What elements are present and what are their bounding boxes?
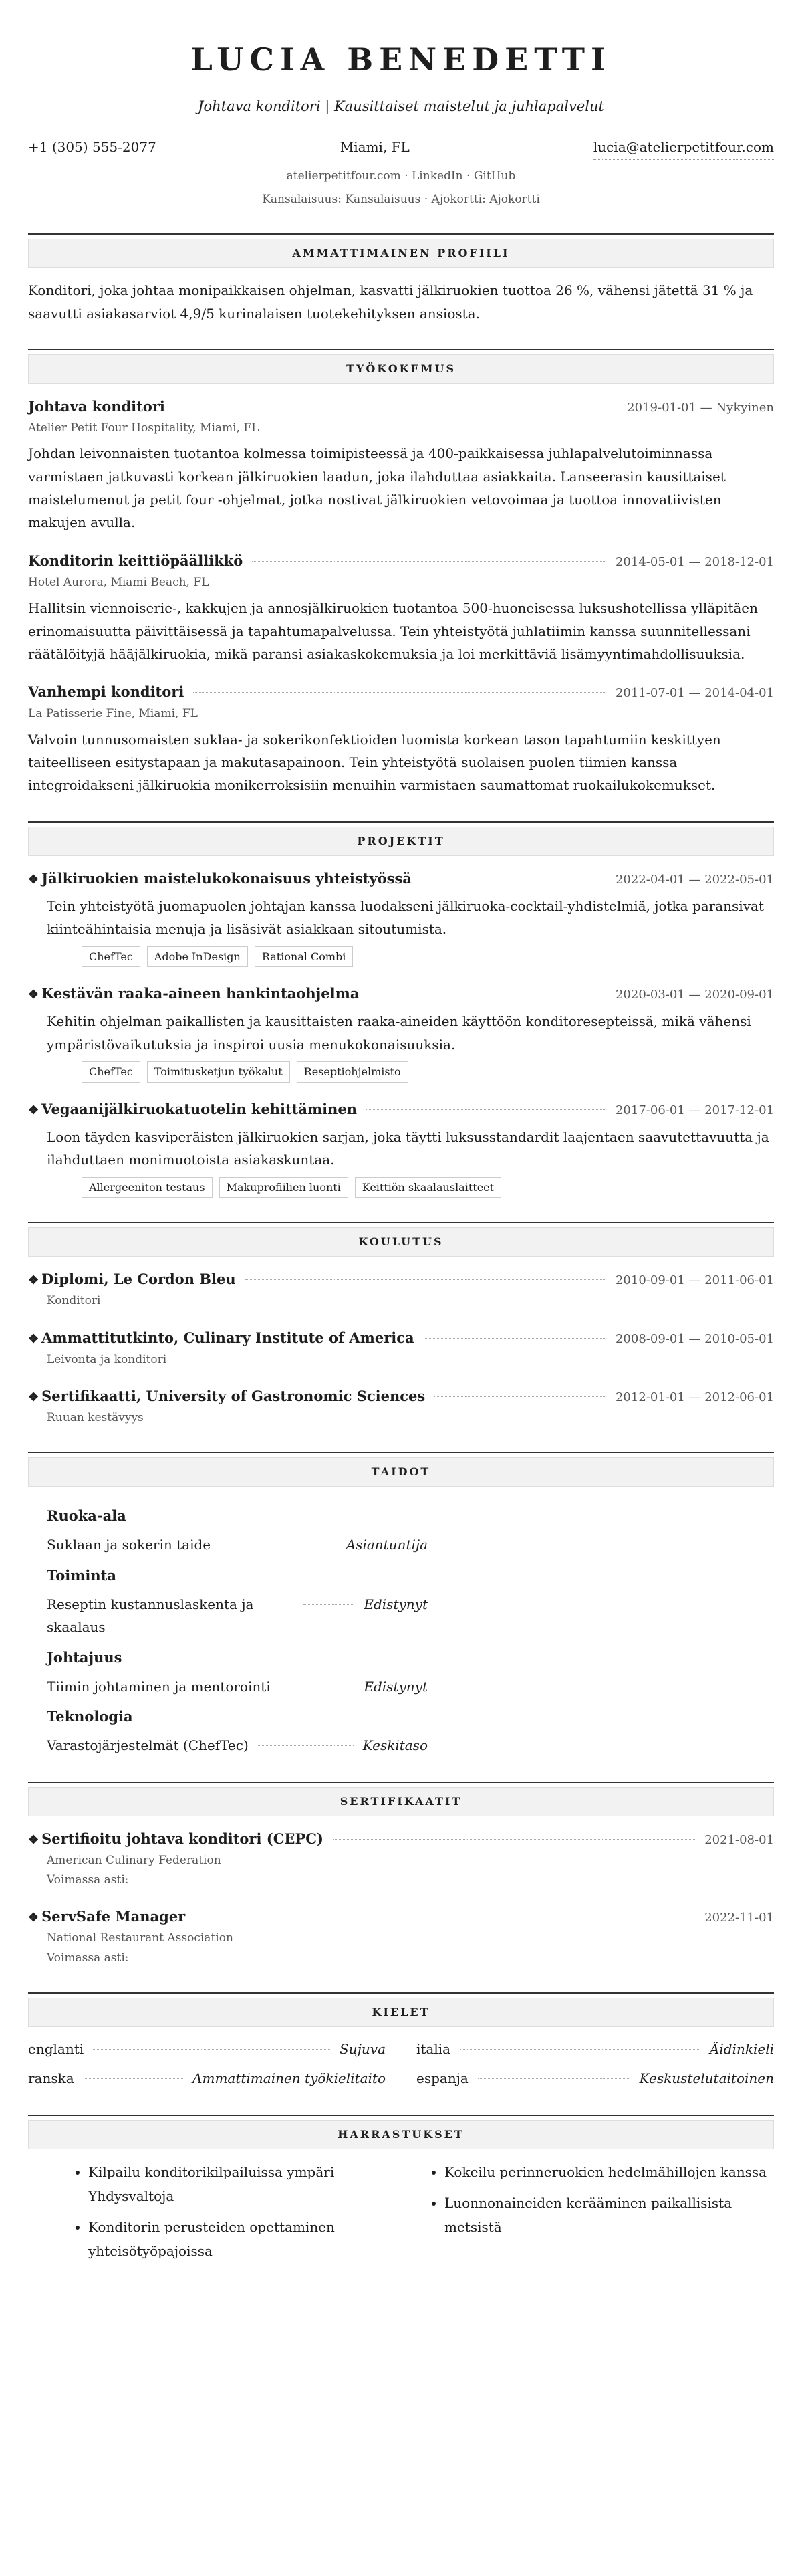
entry-dates: 2019-01-01 — Nykyinen [627, 400, 774, 415]
tech-tag: Adobe InDesign [147, 946, 248, 968]
leader-dots [193, 692, 606, 693]
language-row [416, 2067, 774, 2090]
skill-row [47, 1533, 428, 1556]
entry-header [28, 1827, 774, 1851]
diamond-icon: ❖ [28, 1273, 39, 1288]
entry-title [28, 1827, 323, 1851]
entry-title [28, 1905, 185, 1929]
leader-dots [84, 2078, 183, 2079]
entry-dates: 2010-09-01 — 2011-06-01 [615, 1273, 774, 1288]
job-description: Johdan leivonnaisten tuotantoa kolmessa toimipisteessä ja 400-paikkaisessa juhlapalvelutoiminnassa varmistaen jatkuvasti korkean jälkiruokien laadun, joka ilahduttaa asiakkaita. Lanseerasin kausittaiset maistelumenut ja petit four -ohjelmat, jotka nostivat jälkiruokien vetovoimaa ja tuottoa innovatiivisten makujen avulla. [28, 445, 726, 531]
entry-title [28, 1097, 357, 1121]
entry-header [28, 1384, 774, 1408]
job-description: Valvoin tunnusomaisten suklaa- ja sokerikonfektioiden luomista korkean tason tapahtumiin keskittyen taiteelliseen esitystapaan ja makutasapainoon. Tein yhteistyötä suolaisen puolen tiimien kanssa integroidakseni jälkiruokia monikerroksisiin menuihin varmistaen saumattomat ruokailukokemukset. [28, 731, 721, 794]
education-field: Leivonta ja konditori [47, 1352, 167, 1366]
languages-section [28, 1992, 774, 2090]
diamond-icon: ❖ [28, 1832, 39, 1847]
citizenship-license: Kansalaisuus: Kansalaisuus · Ajokortti: Ajokortti [262, 192, 540, 206]
language-row [416, 2038, 774, 2060]
entry-dates: 2022-04-01 — 2022-05-01 [615, 872, 774, 887]
skill-level: Edistynyt [364, 1678, 428, 1695]
cert-valid-until: Voimassa asti: [47, 1873, 129, 1887]
candidate-name: LUCIA BENEDETTI [190, 41, 612, 78]
entry-title [28, 1384, 425, 1408]
skills-section [28, 1452, 774, 1757]
entry-title-text: Ammattitutkinto, Culinary Institute of America [41, 1329, 414, 1346]
leader-dots [303, 1604, 354, 1605]
entry-header [28, 680, 774, 704]
skill-row [47, 1593, 428, 1639]
section-heading: HARRASTUKSET [28, 2120, 774, 2149]
language-row [28, 2067, 386, 2090]
education-entry [28, 1267, 774, 1311]
education-section [28, 1222, 774, 1428]
section-heading: KOULUTUS [28, 1227, 774, 1257]
entry-dates: 2020-03-01 — 2020-09-01 [615, 988, 774, 1002]
github-link[interactable]: GitHub [473, 169, 516, 183]
language-name: italia [416, 2040, 451, 2057]
project-entry [28, 982, 774, 1082]
entry-title-text: Kestävän raaka-aineen hankintaohjelma [41, 985, 360, 1002]
website-link[interactable]: atelierpetitfour.com [286, 169, 401, 183]
entry-dates: 2014-05-01 — 2018-12-01 [615, 554, 774, 569]
tech-tag: Rational Combi [255, 946, 354, 968]
tagline: Johtava konditori | Kausittaiset maistelut ja juhlapalvelut [198, 98, 604, 115]
entry-header [28, 395, 774, 419]
skill-level: Keskitaso [362, 1737, 428, 1754]
skill-name: Varastojärjestelmät (ChefTec) [47, 1737, 249, 1754]
links-row [28, 167, 774, 186]
job-entry [28, 549, 774, 666]
project-entry [28, 1097, 774, 1198]
skill-category: Toiminta [47, 1566, 116, 1584]
entry-title-text: ServSafe Manager [41, 1908, 186, 1925]
entry-dates: 2011-07-01 — 2014-04-01 [615, 686, 774, 701]
diamond-icon: ❖ [28, 1103, 39, 1117]
skill-level: Edistynyt [364, 1596, 428, 1612]
entry-title-text: Jälkiruokien maistelukokonaisuus yhteistyössä [41, 869, 412, 887]
entry-dates: 2021-08-01 [704, 1832, 774, 1847]
job-entry [28, 395, 774, 534]
hobby-item: • Kokeilu perinneruokien hedelmähillojen kanssa [444, 2160, 774, 2184]
leader-dots [258, 1745, 354, 1746]
hobbies-section [28, 2115, 774, 2270]
section-heading: SERTIFIKAATIT [28, 1787, 774, 1816]
certification-entry [28, 1905, 774, 1968]
skill-level: Asiantuntija [346, 1537, 428, 1553]
entry-title [28, 867, 412, 891]
tech-tag: ChefTec [82, 946, 140, 968]
tech-tag: Allergeeniton testaus [82, 1177, 213, 1198]
entry-title [28, 549, 243, 573]
entry-header [28, 1267, 774, 1291]
project-tags [28, 1061, 774, 1083]
project-description: Kehitin ohjelman paikallisten ja kausittaisten raaka-aineiden käyttöön konditoresepteissä, mikä vähensi ympäristövaikutuksia ja inspiroi uusia menukokonaisuuksia. [47, 1013, 751, 1053]
entry-title-text: Johtava konditori [28, 397, 165, 415]
project-tags [28, 1177, 774, 1198]
entry-title [28, 982, 359, 1006]
experience-section [28, 349, 774, 797]
project-tags [28, 946, 774, 968]
leader-dots [478, 2078, 630, 2079]
leader-dots [424, 1338, 606, 1339]
entry-title-text: Diplomi, Le Cordon Bleu [41, 1271, 236, 1288]
tech-tag: Toimitusketjun työkalut [147, 1061, 290, 1083]
email-link[interactable]: lucia@atelierpetitfour.com [593, 136, 774, 159]
hobby-item: • Kilpailu konditorikilpailuissa ympäri Yhdysvaltoja [88, 2160, 418, 2208]
projects-section [28, 821, 774, 1198]
linkedin-link[interactable]: LinkedIn [412, 169, 463, 183]
entry-header [28, 982, 774, 1006]
profile-text: Konditori, joka johtaa monipaikkaisen ohjelman, kasvatti jälkiruokien tuottoa 26 %, vähensi jätettä 31 % ja saavutti asiakasarviot 4,9/5 kurinalaisen tuotekehityksen ansiosta. [28, 282, 753, 322]
section-heading: TAIDOT [28, 1457, 774, 1487]
cert-valid-until: Voimassa asti: [47, 1951, 129, 1965]
diamond-icon: ❖ [28, 1911, 39, 1925]
leader-dots [434, 1396, 606, 1397]
education-entry [28, 1384, 774, 1428]
contact-row [28, 136, 774, 159]
entry-title [28, 1326, 414, 1350]
leader-dots [252, 561, 606, 562]
language-level: Sujuva [340, 2040, 386, 2057]
language-level: Keskustelutaitoinen [639, 2070, 774, 2087]
entry-dates: 2017-06-01 — 2017-12-01 [615, 1103, 774, 1117]
section-heading: AMMATTIMAINEN PROFIILI [28, 239, 774, 268]
job-entry [28, 680, 774, 797]
entry-dates: 2008-09-01 — 2010-05-01 [615, 1331, 774, 1346]
cert-issuer: American Culinary Federation [47, 1853, 221, 1867]
certification-entry [28, 1827, 774, 1891]
diamond-icon: ❖ [28, 1390, 39, 1405]
entry-title-text: Vanhempi konditori [28, 683, 184, 701]
entry-header [28, 1097, 774, 1121]
entry-header [28, 1326, 774, 1350]
entry-title [28, 1267, 236, 1291]
leader-dots [333, 1839, 695, 1840]
section-heading: TYÖKOKEMUS [28, 354, 774, 384]
language-row [28, 2038, 386, 2060]
entry-title-text: Sertifioitu johtava konditori (CEPC) [41, 1830, 323, 1847]
job-organization: Atelier Petit Four Hospitality, Miami, FL [28, 421, 259, 435]
skill-row [47, 1675, 428, 1698]
separator: · [462, 169, 474, 183]
section-heading: KIELET [28, 1998, 774, 2027]
project-description: Tein yhteistyötä juomapuolen johtajan kanssa luodakseni jälkiruoka-cocktail-yhdistelmiä, jotka paransivat kiinteähintaisia menuja ja lisäsivät asiakkaan sitoutumista. [47, 897, 764, 938]
job-organization: Hotel Aurora, Miami Beach, FL [28, 575, 209, 589]
project-entry [28, 867, 774, 967]
entry-header [28, 549, 774, 573]
skill-name: Tiimin johtaminen ja mentorointi [47, 1678, 271, 1695]
entry-dates: 2022-11-01 [704, 1911, 774, 1925]
skill-category: Johtajuus [47, 1648, 122, 1666]
skill-category: Teknologia [47, 1708, 133, 1725]
profile-section [28, 233, 774, 325]
language-name: ranska [28, 2070, 74, 2087]
project-description: Loon täyden kasviperäisten jälkiruokien sarjan, joka täytti luksusstandardit laajentaen saavutettavuutta ja ilahduttaen monimuotoista asiakaskuntaa. [47, 1128, 769, 1168]
job-description: Hallitsin viennoiserie-, kakkujen ja annosjälkiruokien tuotantoa 500-huoneisessa luksushotellissa ylläpitäen erinomaisuutta päivittäisessä ja tapahtumapalvelussa. Tein yhteistyötä juhlatiimin kanssa suunnitellessani räätälöityjä hääjälkiruokia, mikä paransi asiakaskokemuksia ja loi merkittäviä lisämyyntimahdollisuuksia. [28, 600, 759, 662]
tech-tag: ChefTec [82, 1061, 140, 1083]
education-entry [28, 1326, 774, 1370]
skill-name: Reseptin kustannuslaskenta ja skaalaus [47, 1596, 254, 1636]
leader-dots [366, 1109, 606, 1110]
tech-tag: Makuprofiilien luonti [219, 1177, 348, 1198]
leader-dots [245, 1279, 606, 1280]
language-name: espanja [416, 2070, 469, 2087]
separator: · [400, 169, 412, 183]
language-level: Ammattimainen työkielitaito [192, 2070, 386, 2087]
skill-name: Suklaan ja sokerin taide [47, 1537, 211, 1553]
entry-header [28, 1905, 774, 1929]
section-heading: PROJEKTIT [28, 827, 774, 856]
education-field: Ruuan kestävyys [47, 1411, 144, 1425]
certifications-section [28, 1782, 774, 1968]
entry-header [28, 867, 774, 891]
diamond-icon: ❖ [28, 872, 39, 887]
skill-category: Ruoka-ala [47, 1507, 126, 1525]
entry-title-text: Konditorin keittiöpäällikkö [28, 552, 243, 569]
hobby-item: • Konditorin perusteiden opettaminen yhteisötyöpajoissa [88, 2215, 418, 2263]
skill-row [47, 1734, 428, 1757]
entry-title-text: Vegaanijälkiruokatuotelin kehittäminen [41, 1100, 358, 1117]
location: Miami, FL [340, 139, 410, 156]
job-organization: La Patisserie Fine, Miami, FL [28, 707, 198, 721]
entry-title [28, 680, 184, 704]
entry-title-text: Sertifikaatti, University of Gastronomic Sciences [41, 1388, 426, 1405]
leader-dots [93, 2049, 330, 2050]
tech-tag: Keittiön skaalauslaitteet [355, 1177, 501, 1198]
cert-issuer: National Restaurant Association [47, 1931, 233, 1945]
hobby-item: • Luonnonaineiden kerääminen paikallisista metsistä [444, 2191, 774, 2239]
entry-dates: 2012-01-01 — 2012-06-01 [615, 1390, 774, 1405]
leader-dots [460, 2049, 700, 2050]
tech-tag: Reseptiohjelmisto [297, 1061, 408, 1083]
phone: +1 (305) 555-2077 [28, 139, 156, 156]
education-field: Konditori [47, 1294, 101, 1308]
diamond-icon: ❖ [28, 988, 39, 1002]
language-level: Äidinkieli [709, 2040, 774, 2057]
entry-title [28, 395, 165, 419]
language-name: englanti [28, 2040, 84, 2057]
diamond-icon: ❖ [28, 1331, 39, 1346]
